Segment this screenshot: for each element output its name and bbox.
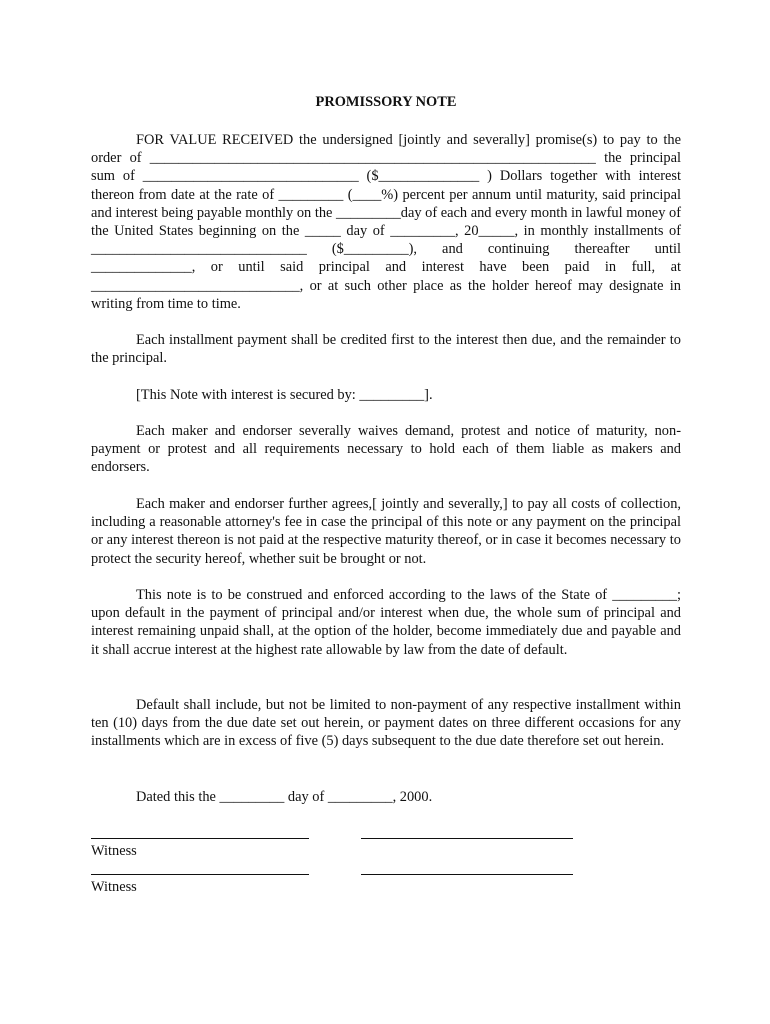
witness-label: Witness [91,843,137,859]
maker-signature-line [361,838,573,839]
paragraph-installment-credit: Each installment payment shall be credited first to the interest then due, and the remainder to the principal. [91,332,681,367]
maker-signature-line [361,874,573,875]
witness-signature-line [91,874,309,875]
document-title: PROMISSORY NOTE [315,94,457,110]
paragraph-waiver: Each maker and endorser severally waives demand, protest and notice of maturity, non-payment or protest and all requirements necessary to hold each of them liable as makers and endorsers. [91,423,681,476]
paragraph-dated: Dated this the _________ day of _________, 2000. [136,789,433,805]
paragraph-collection-costs: Each maker and endorser further agrees,[ jointly and severally,] to pay all costs of collection, including a reasonable attorney's fee in case the principal of this note or any payment on the principal or any interest thereon is not paid at the respective maturity thereof, or in case it becomes necessary to protect the security hereof, whether suit be brought or not. [91,496,681,567]
paragraph-governing-law: This note is to be construed and enforced according to the laws of the State of _________; upon default in the payment of principal and/or interest when due, the whole sum of principal and interest remaining unpaid shall, at the option of the holder, become immediately due and payable and it shall accrue interest at the highest rate allowable by law from the date of default. [91,587,681,658]
paragraph-security: [This Note with interest is secured by: _________]. [136,387,433,403]
paragraph-default: Default shall include, but not be limited to non-payment of any respective installment within ten (10) days from the due date set out herein, or payment dates on three different occasions for any installments which are in excess of five (5) days subsequent to the due date therefore set out herein. [91,697,681,750]
witness-signature-line [91,838,309,839]
witness-label: Witness [91,879,137,895]
paragraph-value-received: FOR VALUE RECEIVED the undersigned [jointly and severally] promise(s) to pay to the order of ______________________________________________________________ the principal sum of ______________________________ ($______________ ) Dollars together with interest thereon from date at the rate of _________ (____%) percent per annum until maturity, said principal and interest being payable monthly on the _________day of each and every month in lawful money of the United States beginning on the _____ day of _________, 20_____, in monthly installments of ______________________________ ($_________), and continuing thereafter until ______________, or until said principal and interest have been paid in full, at _____________________________, or at such other place as the holder hereof may designate in writing from time to time. [91,132,681,312]
